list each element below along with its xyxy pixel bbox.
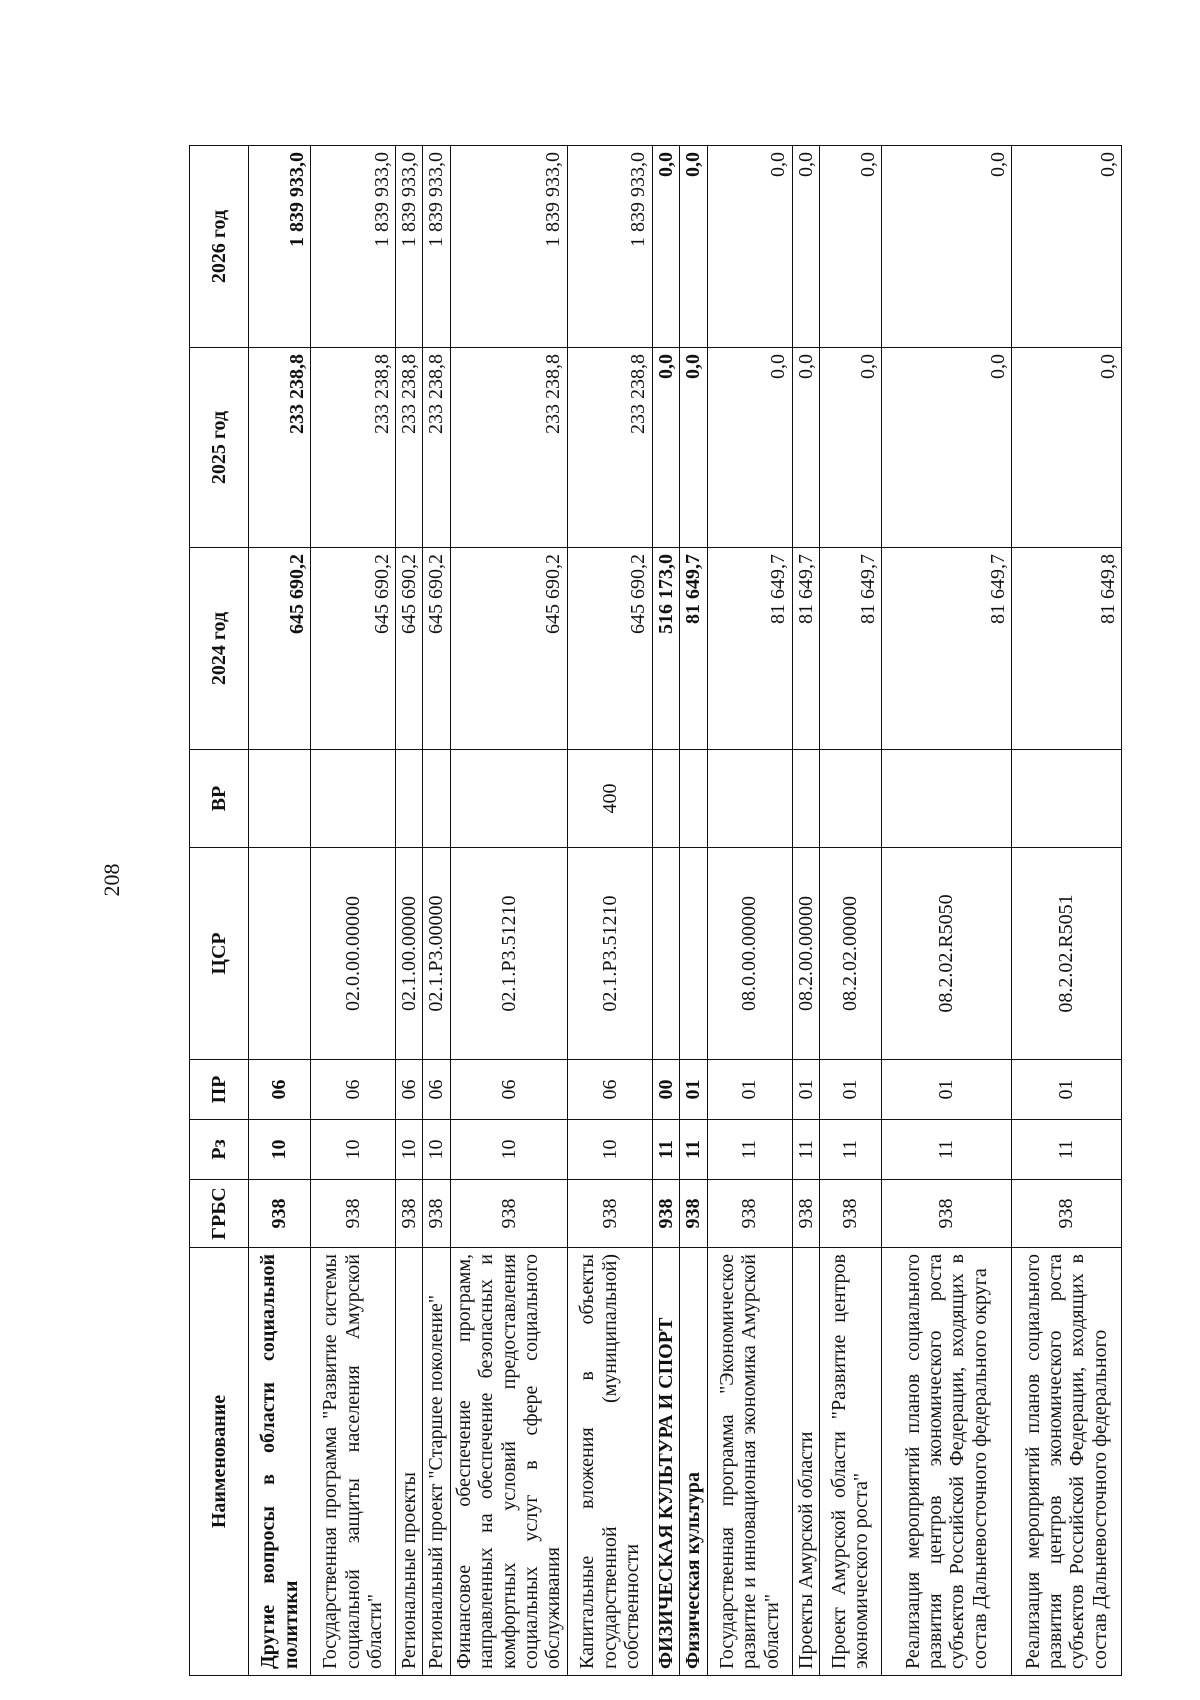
row-name: Проекты Амурской области xyxy=(792,1248,819,1676)
row-pr: 01 xyxy=(792,1060,819,1120)
row-2026: 0,0 xyxy=(652,146,679,348)
row-pr: 06 xyxy=(249,1060,311,1120)
page-number: 208 xyxy=(99,863,124,897)
row-rz: 10 xyxy=(396,1120,423,1180)
row-2024: 81 649,7 xyxy=(819,548,881,750)
row-2024: 81 649,7 xyxy=(792,548,819,750)
row-2025: 0,0 xyxy=(1011,348,1121,548)
row-2024: 516 173,0 xyxy=(652,548,679,750)
table-row xyxy=(707,146,792,1676)
row-grbs: 938 xyxy=(396,1180,423,1248)
row-vr: 400 xyxy=(567,750,652,848)
row-csr xyxy=(680,848,707,1060)
row-pr: 06 xyxy=(423,1060,450,1120)
row-name: Физическая культура xyxy=(680,1248,707,1676)
row-rz: 10 xyxy=(567,1120,652,1180)
row-2024: 645 690,2 xyxy=(249,548,311,750)
row-csr xyxy=(249,848,311,1060)
row-rz: 11 xyxy=(652,1120,679,1180)
row-2025: 0,0 xyxy=(792,348,819,548)
header-grbs: ГРБС xyxy=(190,1180,249,1248)
row-2024: 81 649,7 xyxy=(707,548,792,750)
table-header-row xyxy=(190,146,249,1676)
row-2026: 0,0 xyxy=(819,146,881,348)
row-pr: 06 xyxy=(311,1060,396,1120)
row-name: ФИЗИЧЕСКАЯ КУЛЬТУРА И СПОРТ xyxy=(652,1248,679,1676)
row-rz: 11 xyxy=(792,1120,819,1180)
row-name: Региональные проекты xyxy=(396,1248,423,1676)
row-name: Финансовое обеспечение программ, направленных на обеспечение безопасных и комфортных условий предоставления социальных услуг в сфере социального обслуживания xyxy=(450,1248,567,1676)
row-2025: 0,0 xyxy=(652,348,679,548)
row-2024: 645 690,2 xyxy=(396,548,423,750)
row-2024: 645 690,2 xyxy=(450,548,567,750)
row-rz: 10 xyxy=(311,1120,396,1180)
row-name: Реализация мероприятий планов социального развития центров экономического роста субъектов Российской Федерации, входящих в состав Дальневосточного федерального xyxy=(1011,1248,1121,1676)
row-csr: 02.1.P3.51210 xyxy=(567,848,652,1060)
row-vr xyxy=(1011,750,1121,848)
row-pr: 01 xyxy=(1011,1060,1121,1120)
row-pr: 01 xyxy=(680,1060,707,1120)
table-row xyxy=(567,146,652,1676)
row-2025: 233 238,8 xyxy=(249,348,311,548)
row-csr xyxy=(652,848,679,1060)
row-2025: 233 238,8 xyxy=(423,348,450,548)
row-vr xyxy=(450,750,567,848)
row-name: Проект Амурской области "Развитие центров экономического роста" xyxy=(819,1248,881,1676)
table-row xyxy=(1011,146,1121,1676)
row-name: Другие вопросы в области социальной политики xyxy=(249,1248,311,1676)
row-grbs: 938 xyxy=(567,1180,652,1248)
row-2026: 1 839 933,0 xyxy=(567,146,652,348)
row-grbs: 938 xyxy=(311,1180,396,1248)
row-name: Реализация мероприятий планов социального развития центров экономического роста субъектов Российской Федерации, входящих в состав Дальневосточного федерального округа xyxy=(881,1248,1011,1676)
row-grbs: 938 xyxy=(1011,1180,1121,1248)
row-grbs: 938 xyxy=(423,1180,450,1248)
header-2024: 2024 год xyxy=(190,548,249,750)
row-2025: 233 238,8 xyxy=(450,348,567,548)
row-rz: 11 xyxy=(881,1120,1011,1180)
row-2025: 233 238,8 xyxy=(311,348,396,548)
row-2024: 645 690,2 xyxy=(567,548,652,750)
row-vr xyxy=(680,750,707,848)
row-pr: 06 xyxy=(396,1060,423,1120)
row-rz: 11 xyxy=(819,1120,881,1180)
row-vr xyxy=(819,750,881,848)
row-csr: 08.2.02.R5050 xyxy=(881,848,1011,1060)
header-csr: ЦСР xyxy=(190,848,249,1060)
table-row xyxy=(396,146,423,1676)
row-vr xyxy=(396,750,423,848)
table-row xyxy=(249,146,311,1676)
row-2025: 0,0 xyxy=(680,348,707,548)
row-grbs: 938 xyxy=(881,1180,1011,1248)
row-2025: 0,0 xyxy=(819,348,881,548)
row-2026: 0,0 xyxy=(707,146,792,348)
row-2026: 0,0 xyxy=(1011,146,1121,348)
row-vr xyxy=(881,750,1011,848)
row-2026: 0,0 xyxy=(881,146,1011,348)
row-pr: 06 xyxy=(567,1060,652,1120)
row-2025: 0,0 xyxy=(707,348,792,548)
row-2024: 645 690,2 xyxy=(423,548,450,750)
row-2025: 233 238,8 xyxy=(567,348,652,548)
row-pr: 06 xyxy=(450,1060,567,1120)
row-grbs: 938 xyxy=(249,1180,311,1248)
row-pr: 01 xyxy=(819,1060,881,1120)
table-row xyxy=(819,146,881,1676)
row-vr xyxy=(652,750,679,848)
row-name: Государственная программа "Экономическое развитие и инновационная экономика Амурской области" xyxy=(707,1248,792,1676)
header-name: Наименование xyxy=(190,1248,249,1676)
row-rz: 10 xyxy=(249,1120,311,1180)
row-grbs: 938 xyxy=(819,1180,881,1248)
header-2026: 2026 год xyxy=(190,146,249,348)
table-row xyxy=(680,146,707,1676)
row-name: Государственная программа "Развитие системы социальной защиты населения Амурской области" xyxy=(311,1248,396,1676)
row-rz: 10 xyxy=(423,1120,450,1180)
row-2025: 0,0 xyxy=(881,348,1011,548)
row-vr xyxy=(792,750,819,848)
row-2026: 1 839 933,0 xyxy=(423,146,450,348)
row-grbs: 938 xyxy=(707,1180,792,1248)
row-2026: 1 839 933,0 xyxy=(396,146,423,348)
row-grbs: 938 xyxy=(680,1180,707,1248)
row-csr: 08.2.02.R5051 xyxy=(1011,848,1121,1060)
row-pr: 01 xyxy=(881,1060,1011,1120)
header-vr: ВР xyxy=(190,750,249,848)
row-grbs: 938 xyxy=(450,1180,567,1248)
row-csr: 02.1.P3.51210 xyxy=(450,848,567,1060)
budget-table xyxy=(189,145,1122,1676)
row-vr xyxy=(707,750,792,848)
table-row xyxy=(652,146,679,1676)
row-rz: 11 xyxy=(707,1120,792,1180)
row-csr: 02.0.00.00000 xyxy=(311,848,396,1060)
header-2025: 2025 год xyxy=(190,348,249,548)
row-2026: 0,0 xyxy=(792,146,819,348)
table-row xyxy=(423,146,450,1676)
row-vr xyxy=(423,750,450,848)
row-2026: 1 839 933,0 xyxy=(311,146,396,348)
table-row xyxy=(881,146,1011,1676)
row-2024: 81 649,8 xyxy=(1011,548,1121,750)
row-csr: 08.2.00.00000 xyxy=(792,848,819,1060)
row-csr: 02.1.P3.00000 xyxy=(423,848,450,1060)
row-rz: 10 xyxy=(450,1120,567,1180)
row-vr xyxy=(249,750,311,848)
row-2025: 233 238,8 xyxy=(396,348,423,548)
row-2026: 1 839 933,0 xyxy=(450,146,567,348)
row-rz: 11 xyxy=(1011,1120,1121,1180)
row-pr: 01 xyxy=(707,1060,792,1120)
row-grbs: 938 xyxy=(652,1180,679,1248)
row-pr: 00 xyxy=(652,1060,679,1120)
row-2024: 81 649,7 xyxy=(881,548,1011,750)
row-2026: 0,0 xyxy=(680,146,707,348)
table-row xyxy=(792,146,819,1676)
row-csr: 08.2.02.00000 xyxy=(819,848,881,1060)
table-row xyxy=(311,146,396,1676)
row-rz: 11 xyxy=(680,1120,707,1180)
header-pr: ПР xyxy=(190,1060,249,1120)
header-rz: Рз xyxy=(190,1120,249,1180)
row-2024: 645 690,2 xyxy=(311,548,396,750)
row-2026: 1 839 933,0 xyxy=(249,146,311,348)
row-name: Капитальные вложения в объекты государственной (муниципальной) собственности xyxy=(567,1248,652,1676)
row-grbs: 938 xyxy=(792,1180,819,1248)
table-row xyxy=(450,146,567,1676)
row-vr xyxy=(311,750,396,848)
row-csr: 08.0.00.00000 xyxy=(707,848,792,1060)
row-2024: 81 649,7 xyxy=(680,548,707,750)
row-name: Региональный проект "Старшее поколение" xyxy=(423,1248,450,1676)
budget-table-rotated xyxy=(189,146,1119,1676)
row-csr: 02.1.00.00000 xyxy=(396,848,423,1060)
